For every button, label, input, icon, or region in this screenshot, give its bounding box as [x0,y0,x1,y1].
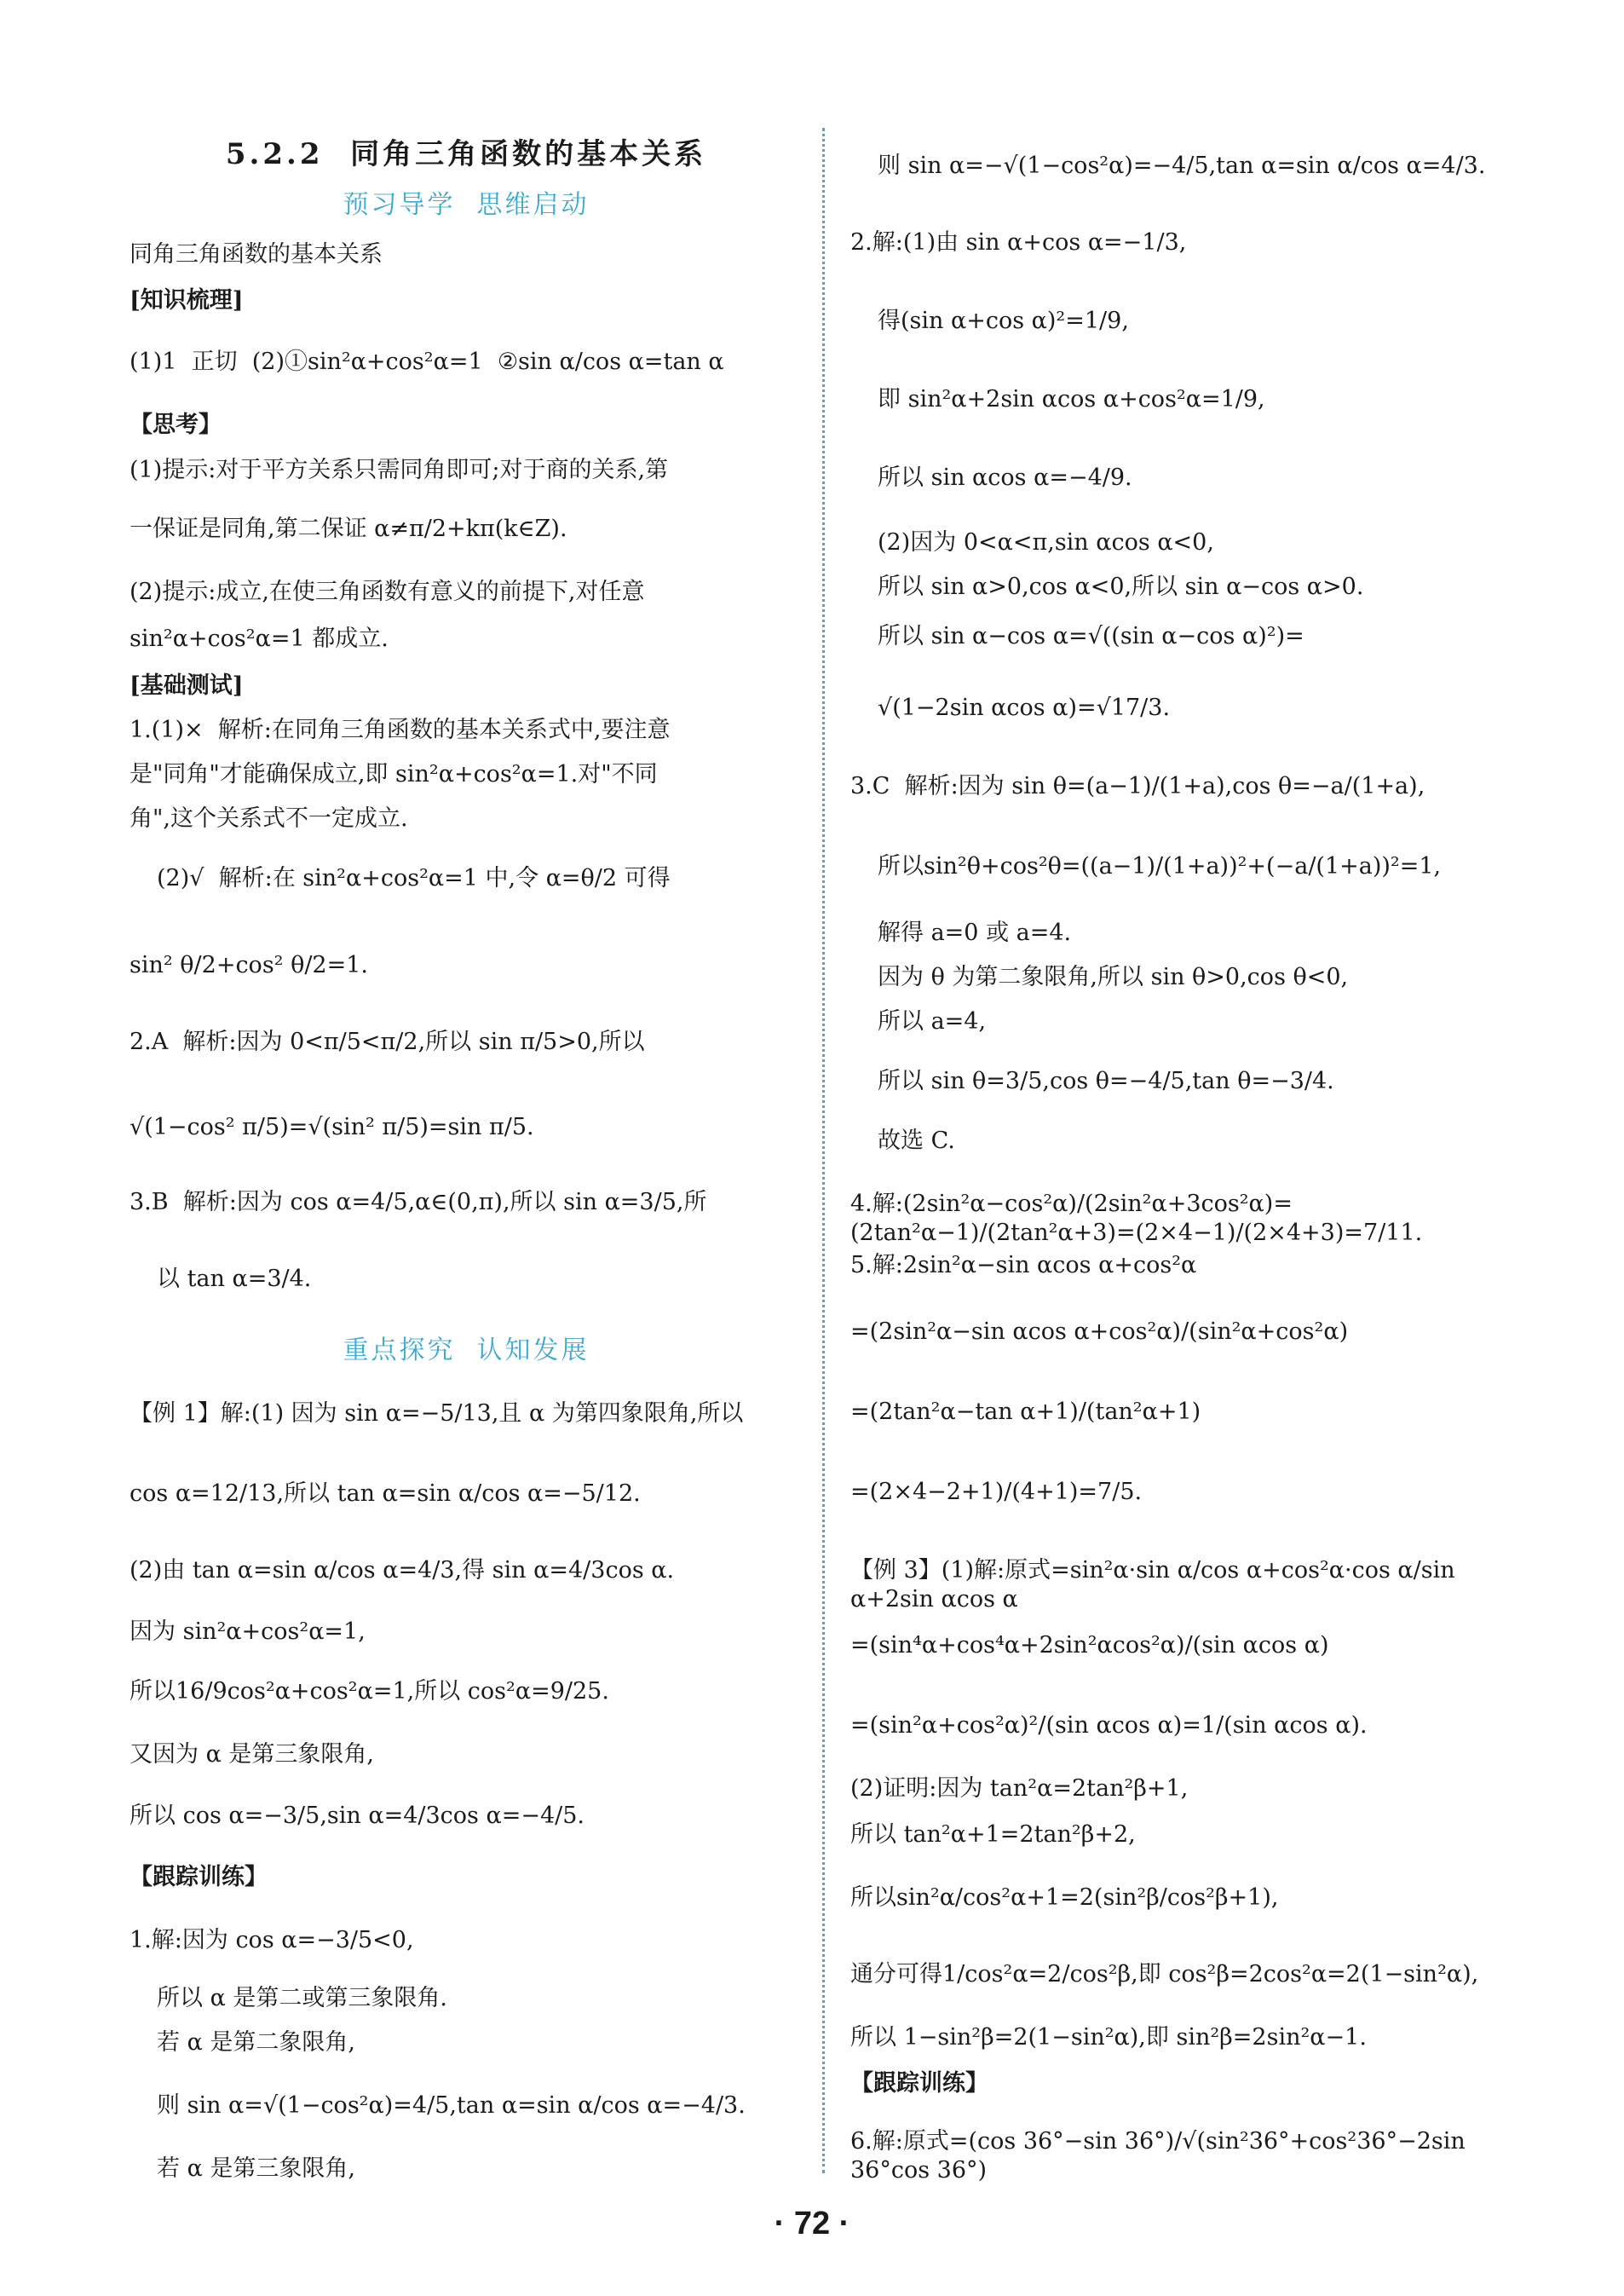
right-text-line: √(1−2sin αcos α)=√17/3. [878,695,1171,721]
right-text-line: 通分可得1/cos²α=2/cos²β,即 cos²β=2cos²α=2(1−sin²α), [850,1961,1479,1987]
left-text-line: 1.(1)× 解析:在同角三角函数的基本关系式中,要注意 [130,717,671,743]
right-text-line: 即 sin²α+2sin αcos α+cos²α=1/9, [878,386,1265,412]
right-text-line: 得(sin α+cos α)²=1/9, [878,308,1129,334]
left-text-line: 2.A 解析:因为 0<π/5<π/2,所以 sin π/5>0,所以 [130,1029,645,1055]
left-text-line: 【跟踪训练】 [130,1864,268,1890]
right-text-line: =(sin²α+cos²α)²/(sin αcos α)=1/(sin αcos α). [850,1712,1368,1739]
right-text-line: 【例 3】(1)解:原式=sin²α·sin α/cos α+cos²α·cos α/sin α+2sin αcos α [850,1557,1463,1612]
right-text-line: 所以sin²α/cos²α+1=2(sin²β/cos²β+1), [850,1884,1279,1911]
left-text-line: 【思考】 [130,412,222,438]
right-text-line: 所以 sin α−cos α=√((sin α−cos α)²)= [878,623,1304,649]
right-text-line: 5.解:2sin²α−sin αcos α+cos²α [850,1252,1197,1278]
right-text-line: 所以 sin αcos α=−4/9. [878,464,1132,491]
left-text-line: 所以 α 是第二或第三象限角. [157,1985,447,2011]
left-text-line: (2)由 tan α=sin α/cos α=4/3,得 sin α=4/3cos α. [130,1557,675,1584]
right-text-line: 所以 1−sin²β=2(1−sin²α),即 sin²β=2sin²α−1. [850,2024,1367,2051]
right-text-line: 3.C 解析:因为 sin θ=(a−1)/(1+a),cos θ=−a/(1+a), [850,773,1425,799]
right-text-line: 4.解:(2sin²α−cos²α)/(2sin²α+3cos²α)=(2tan²α−1)/(2tan²α+3)=(2×4−1)/(2×4+3)=7/11. [850,1191,1423,1246]
right-text-line: 【跟踪训练】 [850,2070,988,2097]
right-text-line: 所以 sin α>0,cos α<0,所以 sin α−cos α>0. [878,574,1364,600]
right-text-line: (2)因为 0<α<π,sin αcos α<0, [878,529,1214,556]
right-text-line: 解得 a=0 或 a=4. [878,920,1072,946]
left-text-line: 一保证是同角,第二保证 α≠π/2+kπ(k∈Z). [130,516,567,542]
left-text-line: sin²α+cos²α=1 都成立. [130,626,389,652]
right-text-line: =(sin⁴α+cos⁴α+2sin²αcos²α)/(sin αcos α) [850,1632,1329,1659]
left-text-line: cos α=12/13,所以 tan α=sin α/cos α=−5/12. [130,1480,641,1507]
left-text-line: 因为 sin²α+cos²α=1, [130,1618,366,1645]
right-text-line: =(2×4−2+1)/(4+1)=7/5. [850,1479,1143,1505]
left-text-line: [知识梳理] [130,287,244,314]
left-text-line: 是"同角"才能确保成立,即 sin²α+cos²α=1.对"不同 [130,761,658,787]
right-text-line: =(2tan²α−tan α+1)/(tan²α+1) [850,1399,1201,1425]
left-text-line: 【例 1】解:(1) 因为 sin α=−5/13,且 α 为第四象限角,所以 [130,1400,744,1427]
left-text-line: sin² θ/2+cos² θ/2=1. [130,952,368,978]
left-text-line: (2)√ 解析:在 sin²α+cos²α=1 中,令 α=θ/2 可得 [157,865,671,891]
left-text-line: 5.2.2 同角三角函数的基本关系 [225,137,707,171]
left-text-line: (1)1 正切 (2)①sin²α+cos²α=1 ②sin α/cos α=tan α [130,349,724,375]
right-text-line: 所以 a=4, [878,1008,987,1035]
left-text-line: 重点探究 认知发展 [343,1335,590,1365]
right-text-line: 所以 tan²α+1=2tan²β+2, [850,1821,1136,1848]
page-number: · 72 · [774,2206,850,2241]
left-text-line: 若 α 是第二象限角, [157,2029,355,2056]
right-text-line: 6.解:原式=(cos 36°−sin 36°)/√(sin²36°+cos²36°−2sin 36°cos 36°) [850,2128,1473,2184]
left-text-line: 3.B 解析:因为 cos α=4/5,α∈(0,π),所以 sin α=3/5,所 [130,1189,707,1215]
right-text-line: =(2sin²α−sin αcos α+cos²α)/(sin²α+cos²α) [850,1318,1349,1345]
right-text-line: 故选 C. [878,1128,955,1154]
left-text-line: 以 tan α=3/4. [157,1266,312,1292]
left-text-line: √(1−cos² π/5)=√(sin² π/5)=sin π/5. [130,1114,534,1140]
right-text-line: 所以 sin θ=3/5,cos θ=−4/5,tan θ=−3/4. [878,1068,1334,1094]
left-text-line: 又因为 α 是第三象限角, [130,1741,374,1768]
left-text-line: 角",这个关系式不一定成立. [130,805,408,832]
left-text-line: 预习导学 思维启动 [343,190,590,220]
right-text-line: 则 sin α=−√(1−cos²α)=−4/5,tan α=sin α/cos α=4/3. [878,153,1486,179]
right-text-line: 因为 θ 为第二象限角,所以 sin θ>0,cos θ<0, [878,964,1349,990]
right-text-line: (2)证明:因为 tan²α=2tan²β+1, [850,1775,1189,1802]
left-text-line: [基础测试] [130,672,244,699]
left-text-line: 若 α 是第三象限角, [157,2155,355,2182]
left-text-line: 所以 cos α=−3/5,sin α=4/3cos α=−4/5. [130,1803,585,1829]
left-text-line: 所以16/9cos²α+cos²α=1,所以 cos²α=9/25. [130,1678,609,1705]
left-text-line: 同角三角函数的基本关系 [130,241,383,268]
column-divider [822,128,825,2173]
right-text-line: 2.解:(1)由 sin α+cos α=−1/3, [850,229,1187,256]
right-text-line: 所以sin²θ+cos²θ=((a−1)/(1+a))²+(−a/(1+a))²=1, [878,853,1442,880]
left-text-line: 1.解:因为 cos α=−3/5<0, [130,1927,414,1953]
left-text-line: (2)提示:成立,在使三角函数有意义的前提下,对任意 [130,579,645,605]
left-text-line: (1)提示:对于平方关系只需同角即可;对于商的关系,第 [130,457,669,483]
left-text-line: 则 sin α=√(1−cos²α)=4/5,tan α=sin α/cos α=−4/3. [157,2092,746,2119]
